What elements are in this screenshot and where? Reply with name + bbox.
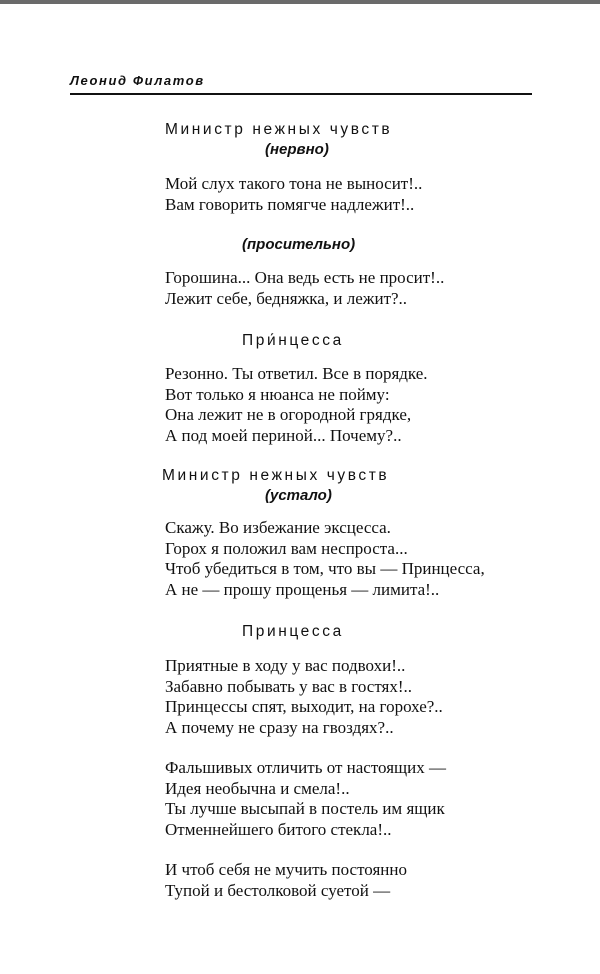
play-text <box>162 120 585 901</box>
verse-line: Лежит себе, бедняжка, и лежит?.. <box>165 288 408 308</box>
speech-block <box>165 331 585 446</box>
verse-line: Она лежит не в огородной грядке, <box>165 405 412 424</box>
verse-line: А под моей периной... Почему?.. <box>165 425 402 445</box>
verse-line: Горох я положил вам неспроста... <box>165 538 408 558</box>
speaker-name: Министр нежных чувств <box>165 121 393 138</box>
verse-line: Фальшивых отличить от настоящих — <box>165 758 446 777</box>
speaker-name: При́нцесса <box>242 332 344 349</box>
verse-line: Вот только я нюанса не пойму: <box>165 384 390 404</box>
verse-line: Резонно. Ты ответил. Все в порядке. <box>165 364 428 383</box>
verse-line: А не — прошу прощенья — лимита!.. <box>165 579 440 599</box>
verse-line: Идея необычна и смела!.. <box>165 778 350 798</box>
speaker-name: Министр нежных чувств <box>162 467 390 484</box>
verse-line: И чтоб себя не мучить постоянно <box>165 860 407 879</box>
running-header <box>70 72 532 95</box>
stage-direction: (просительно) <box>242 236 356 253</box>
scan-edge-line <box>0 0 600 4</box>
speech-block <box>165 120 585 215</box>
verse-line: Вам говорить помягче надлежит!.. <box>165 194 415 214</box>
verse-line: Тупой и бестолковой суетой — <box>165 880 391 900</box>
speech-block <box>162 466 585 600</box>
verse-line: Горошина... Она ведь есть не просит!.. <box>165 268 445 287</box>
author-name: Леонид Филатов <box>70 73 205 88</box>
speech-block <box>165 622 585 738</box>
speaker-name: Принцесса <box>242 623 344 640</box>
verse-line: Отменнейшего битого стекла!.. <box>165 819 392 839</box>
verse-line: Чтоб убедиться в том, что вы — Принцесса, <box>165 559 485 578</box>
stage-direction: (устало) <box>265 487 332 504</box>
verse-stanza <box>165 758 585 840</box>
verse-line: Скажу. Во избежание эксцесса. <box>165 518 391 537</box>
verse-line: Забавно побывать у вас в гостях!.. <box>165 676 413 696</box>
speech-block <box>165 235 585 309</box>
verse-line: А почему не сразу на гвоздях?.. <box>165 717 394 737</box>
verse-line: Ты лучше высыпай в постель им ящик <box>165 799 445 818</box>
stage-direction: (нервно) <box>265 141 329 158</box>
verse-line: Принцессы спят, выходит, на горохе?.. <box>165 697 443 716</box>
verse-line: Приятные в ходу у вас подвохи!.. <box>165 656 406 675</box>
verse-line: Мой слух такого тона не выносит!.. <box>165 174 423 193</box>
verse-stanza <box>165 860 585 901</box>
